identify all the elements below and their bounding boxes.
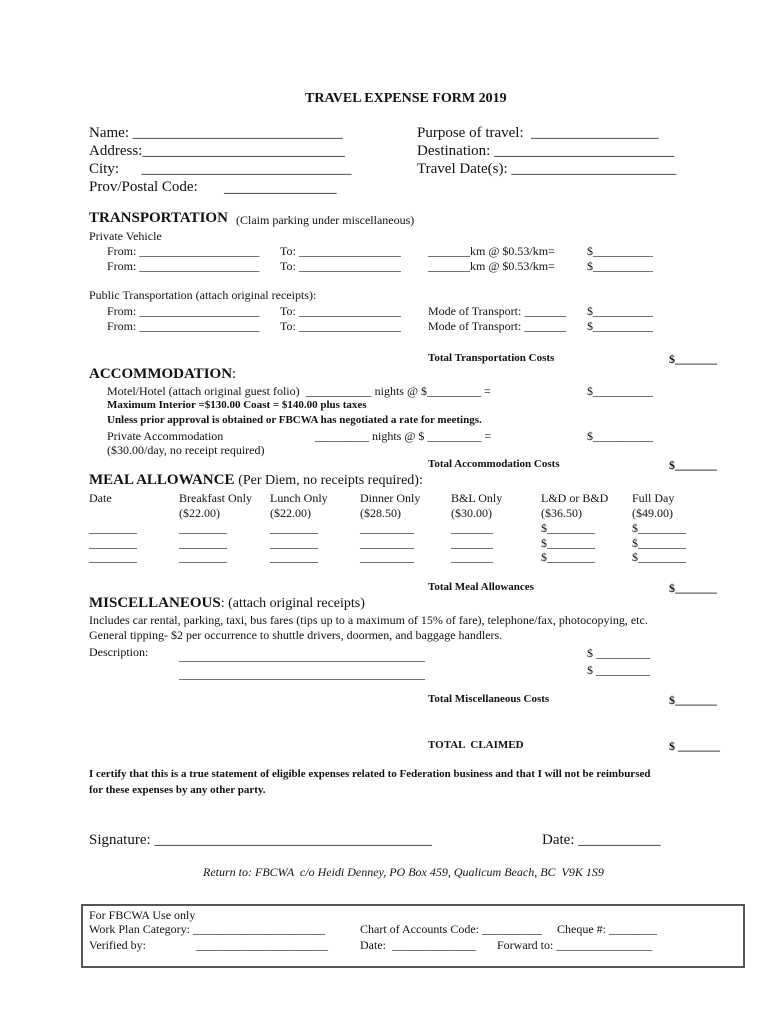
- pv-from-field[interactable]: From: ____________________: [107, 259, 260, 273]
- misc-amount-field[interactable]: $ _________: [587, 646, 650, 660]
- private-nights-field[interactable]: _________ nights @ $ _________ =: [315, 429, 492, 443]
- meal-cell[interactable]: $________: [632, 521, 686, 535]
- meal-price-bl: ($30.00): [451, 506, 492, 520]
- signature-field[interactable]: Signature: _____________________________________: [89, 832, 432, 848]
- pt-mode-field[interactable]: Mode of Transport: _______: [428, 304, 567, 318]
- private-vehicle-label: Private Vehicle: [89, 229, 162, 243]
- public-transport-label: Public Transportation (attach original receipts):: [89, 288, 317, 302]
- total-transportation-label: Total Transportation Costs: [428, 352, 555, 364]
- pv-km-field[interactable]: _______km @ $0.53/km=: [428, 259, 555, 273]
- pt-from-field[interactable]: From: ____________________: [107, 304, 260, 318]
- meal-cell[interactable]: _______: [451, 550, 493, 564]
- pv-to-field[interactable]: To: _________________: [280, 259, 401, 273]
- total-misc-label: Total Miscellaneous Costs: [428, 693, 550, 705]
- work-plan-field[interactable]: Work Plan Category: ______________________: [89, 922, 326, 936]
- meal-cell[interactable]: ________: [89, 536, 137, 550]
- meal-allowance-heading: MEAL ALLOWANCE (Per Diem, no receipts required):: [89, 472, 423, 488]
- meal-cell[interactable]: $________: [632, 550, 686, 564]
- prov-postal-label: Prov/Postal Code:: [89, 179, 198, 195]
- meal-col-dinner: Dinner Only: [360, 491, 421, 505]
- motel-line[interactable]: Motel/Hotel (attach original guest folio) ___________ nights @ $_________ =: [107, 384, 491, 398]
- pv-amount-field[interactable]: $__________: [587, 259, 653, 273]
- meal-col-date: Date: [89, 491, 112, 505]
- certification-line-1: I certify that this is a true statement of eligible expenses related to Federation business and that I will not be reimbursed: [89, 768, 651, 780]
- cheque-number-field[interactable]: Cheque #: ________: [557, 922, 657, 936]
- pt-amount-field[interactable]: $__________: [587, 319, 653, 333]
- total-accommodation-field[interactable]: $_______: [669, 458, 717, 472]
- meal-cell[interactable]: _______: [451, 521, 493, 535]
- meal-price-full-day: ($49.00): [632, 506, 673, 520]
- misc-includes-note: Includes car rental, parking, taxi, bus fares (tips up to a maximum of 15% of fare), telephone/fax, photocopying, etc.: [89, 613, 648, 627]
- city-field[interactable]: City: ____________________________: [89, 161, 352, 177]
- transportation-heading: TRANSPORTATION: [89, 210, 228, 226]
- pv-to-field[interactable]: To: _________________: [280, 244, 401, 258]
- return-address: Return to: FBCWA c/o Heidi Denney, PO Box 459, Qualicum Beach, BC V9K 1S9: [203, 865, 604, 879]
- meal-cell[interactable]: ________: [179, 550, 227, 564]
- private-amount-field[interactable]: $__________: [587, 429, 653, 443]
- meal-cell[interactable]: $________: [541, 550, 595, 564]
- meal-cell[interactable]: $________: [632, 536, 686, 550]
- prior-approval-note: Unless prior approval is obtained or FBCWA has negotiated a rate for meetings.: [107, 414, 482, 426]
- meal-cell[interactable]: ________: [179, 536, 227, 550]
- meal-col-breakfast: Breakfast Only: [179, 491, 252, 505]
- meal-cell[interactable]: ________: [270, 550, 318, 564]
- total-meals-field[interactable]: $_______: [669, 581, 717, 595]
- meal-cell[interactable]: $________: [541, 521, 595, 535]
- meal-cell[interactable]: ________: [179, 521, 227, 535]
- description-line[interactable]: _________________________________________: [179, 649, 425, 663]
- meal-col-bl: B&L Only: [451, 491, 503, 505]
- motel-amount-field[interactable]: $__________: [587, 384, 653, 398]
- meal-cell[interactable]: _________: [360, 550, 414, 564]
- description-line[interactable]: _________________________________________: [179, 667, 425, 681]
- total-claimed-field[interactable]: $ _______: [669, 739, 720, 753]
- purpose-field[interactable]: Purpose of travel: _________________: [417, 125, 659, 141]
- total-transportation-field[interactable]: $_______: [669, 352, 717, 366]
- pv-from-field[interactable]: From: ____________________: [107, 244, 260, 258]
- description-label: Description:: [89, 645, 149, 659]
- meal-cell[interactable]: $________: [541, 536, 595, 550]
- total-meals-label: Total Meal Allowances: [428, 581, 534, 593]
- meal-cell[interactable]: ________: [89, 550, 137, 564]
- forward-to-field[interactable]: Forward to: ________________: [497, 938, 653, 952]
- destination-field[interactable]: Destination: ________________________: [417, 143, 675, 159]
- meal-cell[interactable]: ________: [270, 536, 318, 550]
- private-rate-note: ($30.00/day, no receipt required): [107, 443, 265, 457]
- meal-col-ld-bd: L&D or B&D: [541, 491, 609, 505]
- meal-price-breakfast: ($22.00): [179, 506, 220, 520]
- pt-mode-field[interactable]: Mode of Transport: _______: [428, 319, 567, 333]
- total-misc-field[interactable]: $_______: [669, 693, 717, 707]
- meal-price-lunch: ($22.00): [270, 506, 311, 520]
- miscellaneous-heading: MISCELLANEOUS: (attach original receipts): [89, 595, 365, 611]
- page-title: TRAVEL EXPENSE FORM 2019: [305, 91, 507, 106]
- pv-amount-field[interactable]: $__________: [587, 244, 653, 258]
- misc-amount-field[interactable]: $ _________: [587, 663, 650, 677]
- accommodation-heading: ACCOMMODATION:: [89, 366, 237, 382]
- prov-postal-field[interactable]: _______________: [224, 180, 337, 196]
- pt-to-field[interactable]: To: _________________: [280, 319, 401, 333]
- misc-tipping-note: General tipping- $2 per occurrence to shuttle drivers, doormen, and baggage handlers.: [89, 628, 503, 642]
- travel-dates-field[interactable]: Travel Date(s): ______________________: [417, 161, 677, 177]
- transportation-note: (Claim parking under miscellaneous): [236, 213, 415, 227]
- signature-date-field[interactable]: Date: ___________: [542, 832, 661, 848]
- meal-price-dinner: ($28.50): [360, 506, 401, 520]
- name-field[interactable]: Name: ____________________________: [89, 125, 343, 141]
- meal-cell[interactable]: _________: [360, 521, 414, 535]
- meal-price-ld-bd: ($36.50): [541, 506, 582, 520]
- office-date-field[interactable]: Date: ______________: [360, 938, 476, 952]
- pt-amount-field[interactable]: $__________: [587, 304, 653, 318]
- total-accommodation-label: Total Accommodation Costs: [428, 458, 560, 470]
- verified-by-label: Verified by:: [89, 938, 146, 952]
- meal-cell[interactable]: ________: [89, 521, 137, 535]
- pt-to-field[interactable]: To: _________________: [280, 304, 401, 318]
- meal-cell[interactable]: _______: [451, 536, 493, 550]
- maximum-rate-note: Maximum Interior =$130.00 Coast = $140.00 plus taxes: [107, 399, 367, 411]
- office-use-title: For FBCWA Use only: [89, 908, 196, 922]
- meal-col-lunch: Lunch Only: [270, 491, 328, 505]
- address-field[interactable]: Address:___________________________: [89, 143, 345, 159]
- verified-by-field[interactable]: ______________________: [196, 938, 328, 952]
- pt-from-field[interactable]: From: ____________________: [107, 319, 260, 333]
- chart-of-accounts-field[interactable]: Chart of Accounts Code: __________: [360, 922, 542, 936]
- total-claimed-label: TOTAL CLAIMED: [428, 739, 524, 751]
- meal-cell[interactable]: ________: [270, 521, 318, 535]
- certification-line-2: for these expenses by any other party.: [89, 784, 266, 796]
- meal-cell[interactable]: _________: [360, 536, 414, 550]
- pv-km-field[interactable]: _______km @ $0.53/km=: [428, 244, 555, 258]
- meal-col-full-day: Full Day: [632, 491, 675, 505]
- private-accommodation-label: Private Accommodation: [107, 429, 224, 443]
